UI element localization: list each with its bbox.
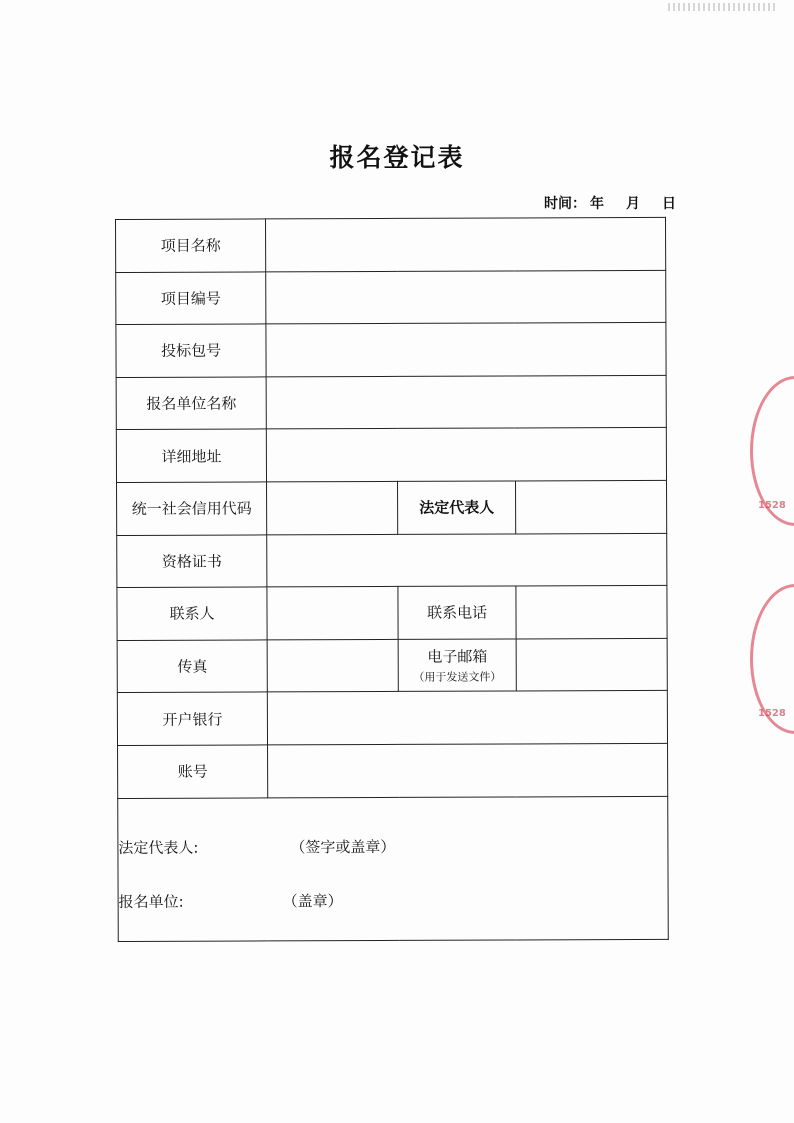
table-row <box>117 480 667 535</box>
email-note: （用于发送文件） <box>413 670 502 684</box>
date-day: 日 <box>662 196 676 212</box>
row-label: 法定代表人 <box>398 481 516 534</box>
company-name-field[interactable] <box>266 375 666 429</box>
address-field[interactable] <box>267 428 667 482</box>
signature-cell <box>118 796 669 941</box>
table-row <box>116 217 666 272</box>
table-row <box>117 533 667 588</box>
table-row <box>116 375 666 430</box>
row-label: 开户银行 <box>117 692 267 745</box>
fax-field[interactable] <box>267 639 398 692</box>
form-title: 报名登记表 <box>329 143 465 172</box>
row-label: 投标包号 <box>116 324 266 377</box>
credit-code-field[interactable] <box>267 481 398 534</box>
bank-field[interactable] <box>268 691 668 745</box>
table-row <box>116 323 666 378</box>
unit-sign-label: 报名单位: <box>118 892 184 911</box>
signature-row <box>118 796 669 941</box>
table-row <box>116 270 666 325</box>
date-line <box>540 193 676 213</box>
registration-table <box>115 217 669 942</box>
date-label: 时间： <box>544 196 586 212</box>
date-month: 月 <box>626 196 640 212</box>
row-label: 联系电话 <box>398 586 516 639</box>
legal-rep-sign-label: 法定代表人: <box>118 838 199 857</box>
table-row <box>117 691 667 746</box>
contact-person-field[interactable] <box>267 587 398 640</box>
row-label: 详细地址 <box>116 429 266 482</box>
project-name-field[interactable] <box>266 217 666 271</box>
table-row <box>118 743 668 798</box>
legal-rep-sign-note: （签字或盖章） <box>290 837 396 856</box>
row-label: 项目名称 <box>116 219 266 272</box>
row-label: 资格证书 <box>117 534 267 587</box>
table-row <box>117 586 667 641</box>
scan-barcode-mark <box>668 3 778 11</box>
row-label: 电子邮箱 <box>427 647 488 666</box>
bid-package-field[interactable] <box>266 323 666 377</box>
table-row <box>116 428 666 483</box>
table-row <box>117 638 667 693</box>
row-label: 项目编号 <box>116 272 266 325</box>
row-label: 报名单位名称 <box>116 377 266 430</box>
row-label: 联系人 <box>117 587 267 640</box>
certificate-field[interactable] <box>267 533 667 587</box>
date-year: 年 <box>590 196 604 212</box>
email-label-cell <box>399 639 517 692</box>
row-label: 账号 <box>118 745 268 798</box>
seal-number-text: 1528 <box>758 500 786 511</box>
seal-number-text: 1528 <box>758 708 786 719</box>
email-field[interactable] <box>516 638 667 691</box>
row-label: 统一社会信用代码 <box>117 482 267 535</box>
row-label: 传真 <box>117 640 267 693</box>
unit-sign-note: （盖章） <box>282 891 343 910</box>
contact-phone-field[interactable] <box>516 586 667 639</box>
project-number-field[interactable] <box>266 270 666 324</box>
account-field[interactable] <box>268 743 668 797</box>
legal-rep-field[interactable] <box>515 480 666 533</box>
